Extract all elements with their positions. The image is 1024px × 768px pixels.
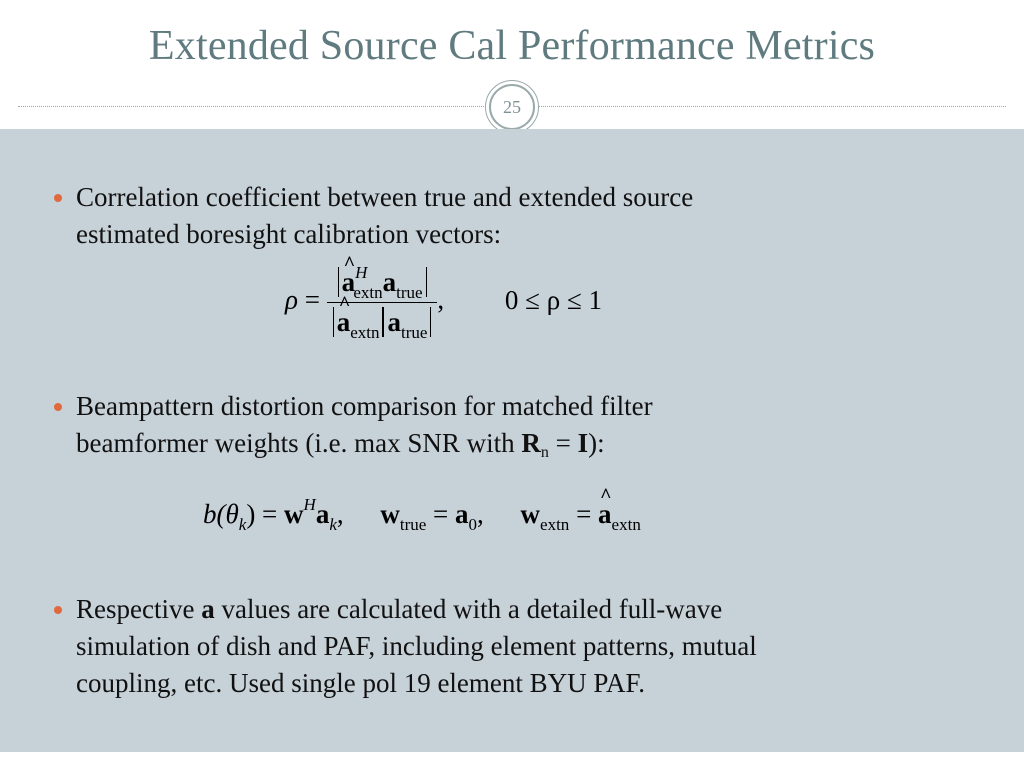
bullet-3 xyxy=(76,591,976,702)
w-symbol: w xyxy=(284,499,304,529)
rho-range: 0 ≤ ρ ≤ 1 xyxy=(504,284,603,315)
a-hat-extn-den: ^ a xyxy=(337,307,351,338)
comma: , xyxy=(437,284,445,315)
hermitian-sup: H xyxy=(355,263,368,282)
bullet-3-line-1: Respective a values are calculated with a detailed full-wave xyxy=(76,594,723,624)
a-zero: a xyxy=(455,499,469,529)
bullet-1-line-1: Correlation coefficient between true and extended source xyxy=(76,182,694,212)
bullet-3-line-2: simulation of dish and PAF, including element patterns, mutual xyxy=(76,631,757,661)
k-sub: k xyxy=(238,515,247,534)
title-divider-right xyxy=(538,106,1006,107)
bullet-1 xyxy=(76,179,976,253)
bullet-dot xyxy=(54,606,62,614)
true-sub-den: true xyxy=(400,323,428,342)
bullet-dot xyxy=(54,403,62,411)
bullet-1-line-2: estimated boresight calibration vectors: xyxy=(76,219,502,249)
extn-sub: extn xyxy=(353,283,383,302)
correlation-fraction xyxy=(327,263,438,342)
fraction-denominator xyxy=(327,303,438,342)
rho-symbol: ρ xyxy=(285,284,298,315)
slide-number: 25 xyxy=(489,84,535,130)
b-symbol: b xyxy=(203,499,217,529)
a-true-den: a xyxy=(387,307,401,337)
a-hat-extn: ^ a xyxy=(342,267,356,298)
hermitian-sup-2: H xyxy=(303,495,316,514)
denominator-abs-extn xyxy=(333,307,384,342)
correlation-equation xyxy=(285,263,603,342)
slide-body xyxy=(0,129,1024,752)
bullet-3-line-3: coupling, etc. Used single pol 19 element BYU PAF. xyxy=(76,668,646,698)
bullet-dot xyxy=(54,194,62,202)
w-extn: w xyxy=(520,499,541,529)
bullet-2-line-2: beamformer weights (i.e. max SNR with Rn = I): xyxy=(76,428,605,461)
theta-symbol: (θ xyxy=(216,499,239,529)
a-k: a xyxy=(315,499,330,529)
w-true: w xyxy=(380,499,400,529)
beampattern-equation: $b(\theta_k) = w^Ha_k$, $w_{true} = a_0$, $w_{extn}$ = ^ $a_{extn}$ xyxy=(203,499,641,530)
I-symbol: I xyxy=(577,428,589,458)
true-sub: true xyxy=(396,283,423,302)
n-sub: n xyxy=(540,444,549,461)
a-symbol: a xyxy=(201,594,215,624)
slide-number-badge xyxy=(485,80,539,134)
denominator-abs-true xyxy=(383,307,431,342)
a-true: a xyxy=(382,267,397,297)
numerator-abs xyxy=(338,263,427,302)
a-hat-extn-2: ^ a xyxy=(598,499,612,530)
slide-title: Extended Source Cal Performance Metrics xyxy=(148,23,876,69)
R-symbol: R xyxy=(521,428,541,458)
bullet-2-line-1: Beampattern distortion comparison for matched filter xyxy=(76,391,653,421)
title-divider-left xyxy=(18,106,488,107)
extn-sub-den: extn xyxy=(350,323,380,342)
equals-sign: = xyxy=(297,284,327,315)
bullet-2 xyxy=(76,388,976,466)
